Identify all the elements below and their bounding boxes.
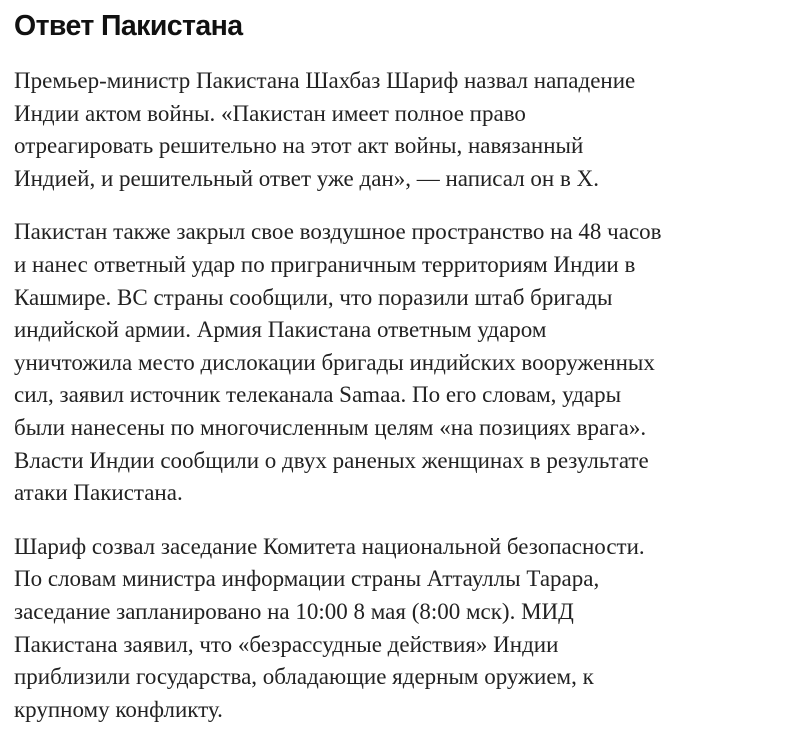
paragraph-2: [14, 216, 754, 509]
paragraph-line: Индии актом войны. «Пакистан имеет полное право: [14, 100, 526, 126]
paragraph-line: сил, заявил источник телеканала Samaa. По его словам, удары: [14, 382, 622, 408]
paragraph-line: Премьер-министр Пакистана Шахбаз Шариф назвал нападение: [14, 68, 636, 93]
paragraph-line: Пакистана заявил, что «безрассудные действия» Индии: [14, 631, 559, 657]
paragraph-line: атаки Пакистана.: [14, 480, 183, 506]
paragraph-line: были нанесены по многочисленным целям «на позициях врага».: [14, 414, 647, 440]
paragraph-3: [14, 531, 754, 727]
paragraph-line: заседание запланировано на 10:00 8 мая (8:00 мск). МИД: [14, 598, 574, 624]
paragraph-line: приблизили государства, обладающие ядерным оружием, к: [14, 664, 594, 690]
paragraph-line: и нанес ответный удар по приграничным территориям Индии в: [14, 251, 636, 277]
paragraph-1: [14, 65, 754, 195]
article: [14, 6, 754, 726]
paragraph-line: уничтожила место дислокации бригады индийских вооруженных: [14, 349, 655, 375]
paragraph-line: Индией, и решительный ответ уже дан», — написал он в X.: [14, 165, 599, 191]
paragraph-line: Кашмире. ВС страны сообщили, что поразили штаб бригады: [14, 284, 613, 310]
paragraph-line: крупному конфликту.: [14, 696, 223, 722]
paragraph-line: индийской армии. Армия Пакистана ответным ударом: [14, 317, 547, 343]
paragraph-line: Пакистан также закрыл свое воздушное пространство на 48 часов: [14, 219, 662, 245]
paragraph-line: По словам министра информации страны Аттауллы Тарара,: [14, 566, 600, 592]
paragraph-line: Власти Индии сообщили о двух раненых женщинах в результате: [14, 447, 649, 473]
section-heading: Ответ Пакистана: [14, 10, 243, 42]
paragraph-line: отреагировать решительно на этот акт войны, навязанный: [14, 133, 584, 159]
paragraph-line: Шариф созвал заседание Комитета национальной безопасности.: [14, 533, 645, 559]
